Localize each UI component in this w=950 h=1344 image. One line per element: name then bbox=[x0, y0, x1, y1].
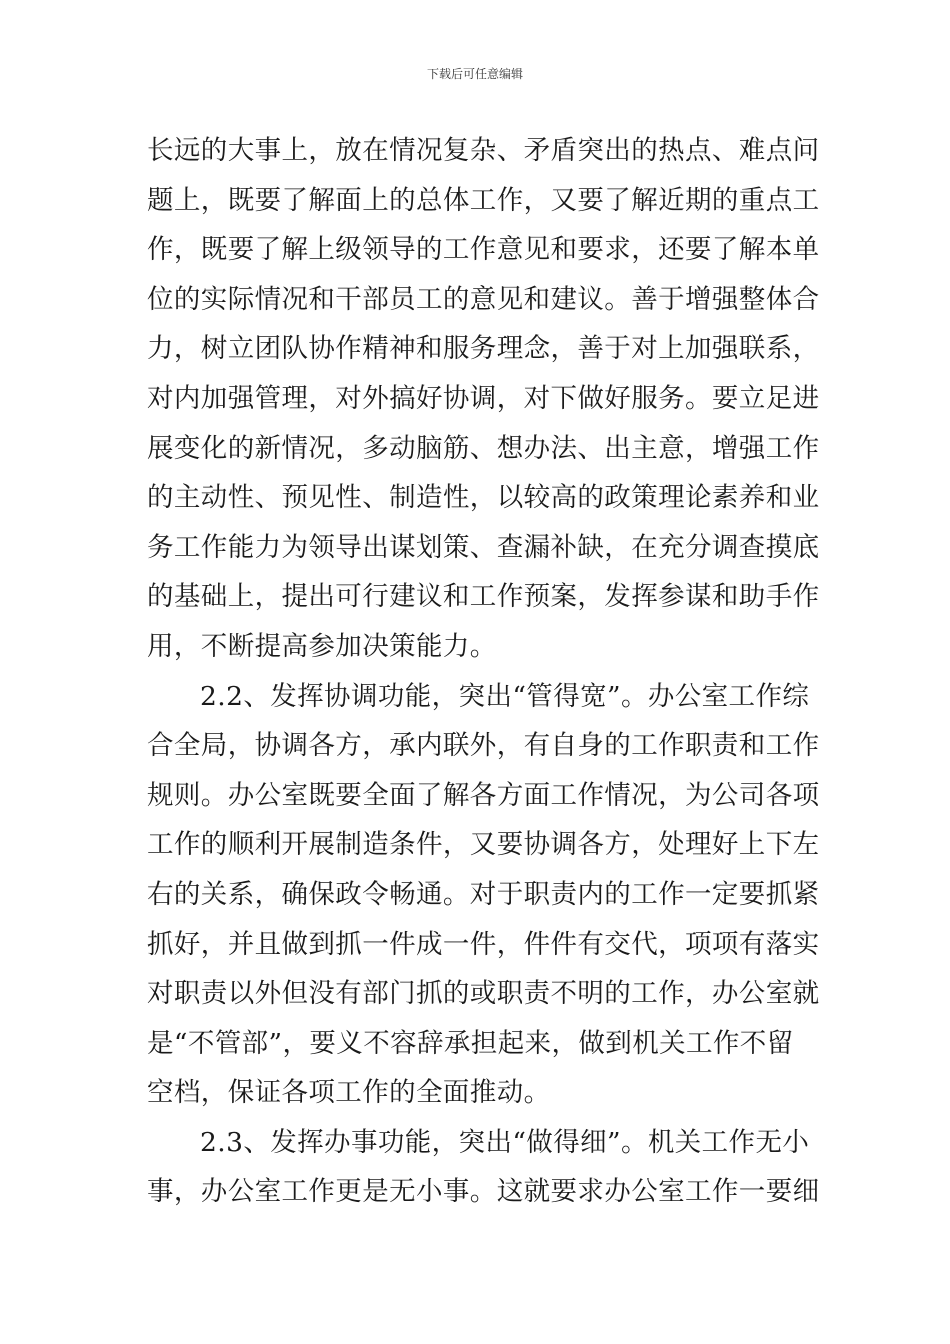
text-line: 作，既要了解上级领导的工作意见和要求，还要了解本单 bbox=[147, 234, 820, 266]
text-line: 的主动性、预见性、制造性，以较高的政策理论素养和业 bbox=[147, 482, 820, 514]
text-line: 的基础上，提出可行建议和工作预案，发挥参谋和助手作 bbox=[147, 581, 820, 613]
section-heading-line: 2.3、发挥办事功能，突出“做得细”。机关工作无小 bbox=[200, 1126, 810, 1158]
text-line: 抓好，并且做到抓一件成一件，件件有交代，项项有落实 bbox=[147, 928, 820, 960]
text-line: 右的关系，确保政令畅通。对于职责内的工作一定要抓紧 bbox=[147, 878, 820, 910]
text-line: 对职责以外但没有部门抓的或职责不明的工作，办公室就 bbox=[147, 978, 820, 1010]
text-line: 长远的大事上，放在情况复杂、矛盾突出的热点、难点问 bbox=[147, 135, 820, 166]
section-heading-line: 2.2、发挥协调功能，突出“管得宽”。办公室工作综 bbox=[200, 680, 810, 712]
document-body bbox=[147, 126, 820, 1217]
text-line: 位的实际情况和干部员工的意见和建议。善于增强整体合 bbox=[147, 283, 820, 315]
text-line: 对内加强管理，对外搞好协调，对下做好服务。要立足进 bbox=[147, 382, 820, 414]
text-line: 事，办公室工作更是无小事。这就要求办公室工作一要细 bbox=[147, 1176, 820, 1208]
text-line: 合全局，协调各方，承内联外，有自身的工作职责和工作 bbox=[147, 730, 820, 762]
text-line: 工作的顺利开展制造条件，又要协调各方，处理好上下左 bbox=[147, 829, 820, 861]
text-line: 规则。办公室既要全面了解各方面工作情况，为公司各项 bbox=[147, 779, 820, 811]
text-line: 务工作能力为领导出谋划策、查漏补缺，在充分调查摸底 bbox=[147, 531, 820, 563]
text-line: 展变化的新情况，多动脑筋、想办法、出主意，增强工作 bbox=[147, 432, 820, 464]
text-line: 力，树立团队协作精神和服务理念，善于对上加强联系， bbox=[147, 333, 820, 365]
text-line: 空档，保证各项工作的全面推动。 bbox=[147, 1077, 551, 1109]
text-line: 用，不断提高参加决策能力。 bbox=[147, 630, 497, 662]
page-header: 下载后可任意编辑 bbox=[426, 67, 523, 81]
text-line: 题上，既要了解面上的总体工作，又要了解近期的重点工 bbox=[147, 184, 820, 216]
text-line: 是“不管部”，要义不容辞承担起来，做到机关工作不留 bbox=[147, 1027, 794, 1059]
